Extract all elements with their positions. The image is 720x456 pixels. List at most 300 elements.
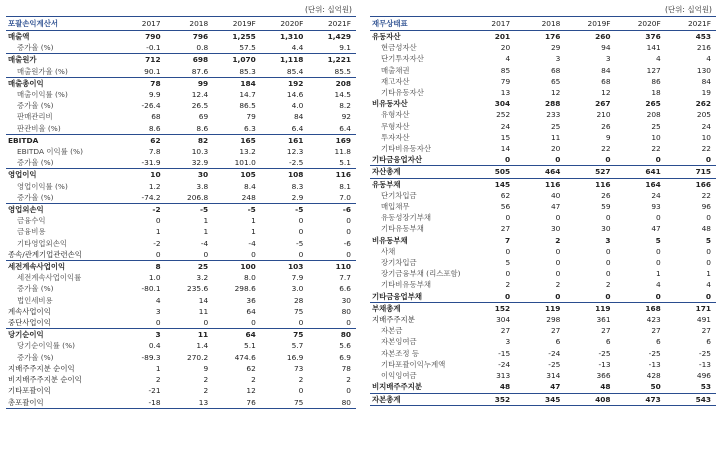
value-cell: 0 [203, 318, 209, 328]
value-cell: -25 [698, 348, 711, 358]
row-label: 자본금 [381, 326, 403, 336]
value-cell: 0 [298, 318, 304, 328]
value-cell: 208 [308, 77, 356, 89]
table-row [370, 223, 716, 234]
table-row [6, 204, 356, 216]
value-cell: 82 [166, 134, 214, 146]
value-cell: 92 [341, 112, 351, 122]
value-cell: 10 [651, 132, 661, 142]
row-label: 기타금융업부채 [372, 291, 422, 301]
value-cell: 0 [706, 213, 711, 223]
value-cell: 86.5 [239, 101, 256, 111]
row-label: 유동자산 [372, 32, 401, 41]
value-cell: 8.6 [196, 123, 209, 133]
value-cell: 9.1 [339, 43, 351, 53]
value-cell: 4 [706, 280, 711, 290]
value-cell: 0 [605, 258, 611, 268]
value-cell: 5.6 [339, 341, 351, 351]
row-label: 증가율 (%) [17, 352, 54, 362]
table-row [6, 272, 356, 283]
value-cell: 6.3 [244, 123, 256, 133]
value-cell: 22 [701, 144, 711, 154]
value-cell: 64 [246, 306, 256, 316]
value-cell: 3.2 [196, 273, 209, 283]
value-cell: 14.5 [334, 90, 351, 100]
row-label: 단기투자자산 [381, 54, 424, 64]
value-cell: 62 [246, 363, 256, 373]
value-cell: 30 [341, 295, 351, 305]
value-cell: 165 [213, 134, 261, 146]
value-cell: 3 [555, 54, 561, 64]
table-row [6, 100, 356, 111]
table-row [370, 314, 716, 325]
value-cell: 1 [203, 227, 209, 237]
table-row [6, 226, 356, 237]
value-cell: 5 [505, 258, 511, 268]
value-cell: -4 [248, 238, 256, 248]
row-label: 기타유동부채 [381, 224, 424, 234]
value-cell: 116 [515, 178, 565, 190]
value-cell: 428 [646, 371, 661, 381]
value-cell: 0.8 [196, 43, 209, 53]
value-cell: 0 [656, 213, 661, 223]
value-cell: 12.3 [286, 147, 304, 157]
value-cell: 5 [705, 235, 711, 245]
value-cell: 13.2 [239, 147, 256, 157]
value-cell: 30 [166, 169, 214, 181]
value-cell: 29 [550, 43, 561, 53]
value-cell: 80 [308, 329, 356, 341]
table-row [370, 132, 716, 143]
value-cell: -5 [166, 204, 214, 216]
value-cell: 12 [601, 88, 611, 98]
value-cell: 0 [555, 291, 561, 301]
table-row [370, 31, 716, 43]
value-cell: 262 [695, 99, 711, 109]
value-cell: 75 [261, 397, 309, 409]
value-cell: 2 [203, 375, 209, 385]
value-cell: 90.1 [144, 66, 161, 76]
value-cell: 0 [298, 249, 304, 259]
value-cell: 75 [261, 329, 309, 341]
value-cell: 30 [601, 224, 611, 234]
row-label: 중단사업이익 [8, 318, 51, 328]
value-cell: -13 [698, 359, 711, 369]
value-cell: 3 [505, 337, 511, 347]
row-label: 현금성자산 [381, 43, 417, 53]
balance-sheet-table [370, 16, 716, 406]
table-row [6, 295, 356, 306]
value-cell: 5.7 [291, 341, 304, 351]
row-label: 기타비유동자산 [381, 144, 431, 154]
value-cell: 8.4 [244, 181, 256, 191]
row-label: 매출원가율 (%) [17, 66, 68, 76]
value-cell: 1 [656, 269, 661, 279]
value-cell: 1 [155, 227, 161, 237]
row-label: 지배주주지분 [372, 315, 415, 325]
value-cell: 0 [605, 269, 611, 279]
value-cell: 7.8 [148, 147, 161, 157]
value-cell: 56 [500, 202, 511, 212]
value-cell: 527 [565, 166, 615, 178]
value-cell: 20 [500, 43, 511, 53]
value-cell: 0 [605, 291, 611, 301]
value-cell: 3 [605, 235, 611, 245]
year-header: 2019F [213, 17, 261, 31]
row-label: 무형자산 [381, 121, 410, 131]
row-label: 기타영업외손익 [17, 238, 67, 248]
value-cell: -6 [308, 204, 356, 216]
value-cell: 108 [261, 169, 309, 181]
value-cell: 0 [505, 269, 511, 279]
value-cell: 1 [251, 216, 256, 226]
value-cell: 4 [656, 280, 661, 290]
value-cell: 641 [616, 166, 666, 178]
value-cell: 48 [499, 382, 511, 392]
value-cell: 2 [505, 280, 511, 290]
table-row [6, 397, 356, 409]
value-cell: 0 [346, 227, 351, 237]
value-cell: 252 [496, 110, 511, 120]
value-cell: 69 [198, 112, 209, 122]
value-cell: 0 [505, 246, 511, 256]
value-cell: -25 [548, 359, 561, 369]
value-cell: 496 [696, 371, 711, 381]
row-label: 판관비율 (%) [17, 123, 61, 133]
value-cell: -74.2 [141, 192, 161, 202]
value-cell: 5.1 [244, 341, 256, 351]
unit-note: (단위: 십억원) [305, 5, 352, 14]
table-row [370, 121, 716, 132]
table-row [6, 215, 356, 226]
value-cell: 1 [203, 216, 209, 226]
value-cell: 1,221 [308, 54, 356, 66]
row-label: 매출원가 [6, 54, 118, 66]
value-cell: 3.8 [196, 181, 209, 191]
value-cell: -2.5 [288, 158, 304, 168]
row-label: 법인세비용 [17, 295, 53, 305]
value-cell: 169 [308, 134, 356, 146]
table-row [6, 157, 356, 169]
value-cell: 24 [701, 121, 711, 131]
value-cell: 206.8 [187, 192, 209, 202]
value-cell: 6 [706, 337, 711, 347]
row-label: 세전계속사업이익률 [17, 273, 82, 283]
table-row [6, 77, 356, 89]
value-cell: 12.4 [191, 90, 209, 100]
value-cell: 6 [656, 337, 661, 347]
value-cell: 9 [605, 132, 611, 142]
row-label: 기타비유동부채 [381, 280, 431, 290]
row-label: 단기차입금 [381, 190, 417, 200]
table-row [6, 317, 356, 329]
value-cell: 68 [151, 112, 161, 122]
value-cell: 260 [595, 32, 611, 41]
value-cell: 50 [650, 382, 661, 392]
table-row [6, 31, 356, 43]
row-label: 영업이익 [6, 169, 118, 181]
value-cell: 0 [705, 155, 711, 165]
value-cell: 0 [155, 216, 161, 226]
value-cell: 298.6 [234, 284, 256, 294]
row-label: 재고자산 [381, 76, 410, 86]
value-cell: 84 [601, 65, 611, 75]
value-cell: 11 [198, 306, 209, 316]
value-cell: 270.2 [187, 352, 209, 362]
value-cell: 27 [601, 326, 611, 336]
table-row [370, 53, 716, 64]
value-cell: 712 [118, 54, 166, 66]
value-cell: 6.6 [339, 284, 351, 294]
value-cell: 24 [500, 121, 511, 131]
balance-sheet-body [370, 31, 716, 406]
value-cell: -2 [153, 238, 161, 248]
table-row [370, 235, 716, 246]
value-cell: -26.4 [141, 101, 161, 111]
value-cell: -6 [343, 238, 351, 248]
value-cell: 0 [298, 386, 304, 396]
value-cell: 0 [203, 249, 209, 259]
year-header: 2018 [515, 17, 565, 31]
value-cell: 6.4 [339, 123, 351, 133]
value-cell: 0 [605, 155, 611, 165]
row-label: 금융비용 [17, 227, 46, 237]
value-cell: 94 [601, 43, 611, 53]
value-cell: 22 [701, 190, 711, 200]
table-row [6, 123, 356, 135]
value-cell: 192 [261, 77, 309, 89]
value-cell: 6.9 [339, 352, 351, 362]
table-row [370, 257, 716, 268]
value-cell: 184 [213, 77, 261, 89]
row-label: 유동부채 [370, 178, 465, 190]
value-cell: 288 [544, 99, 561, 109]
table-row [6, 283, 356, 294]
value-cell: 361 [596, 315, 611, 325]
table-row [6, 352, 356, 363]
value-cell: 0 [251, 249, 256, 259]
value-cell: 176 [544, 32, 561, 41]
value-cell: 2 [251, 375, 256, 385]
row-label: 매출액 [8, 32, 30, 41]
row-label: 이익잉여금 [381, 371, 417, 381]
row-label: 종속/관계기업관련손익 [8, 249, 82, 259]
value-cell: 474.6 [234, 352, 256, 362]
value-cell: 85.3 [239, 66, 256, 76]
value-cell: 22 [601, 144, 611, 154]
value-cell: 130 [696, 65, 711, 75]
year-header: 2017 [118, 17, 166, 31]
value-cell: 0 [505, 291, 511, 301]
value-cell: 27 [500, 224, 511, 234]
table-title: 포괄손익계산서 [6, 17, 118, 31]
value-cell: 1 [155, 363, 161, 373]
value-cell: -18 [118, 397, 166, 409]
row-label: 비유동부채 [372, 235, 408, 245]
value-cell: 14.7 [239, 90, 256, 100]
value-cell: 423 [646, 315, 661, 325]
value-cell: 491 [696, 315, 711, 325]
row-label: 기타금융업자산 [372, 155, 422, 165]
value-cell: 8.2 [339, 101, 351, 111]
year-header: 2017 [465, 17, 515, 31]
value-cell: 141 [646, 43, 661, 53]
value-cell: 0 [655, 155, 661, 165]
table-row [370, 154, 716, 166]
value-cell: 28 [293, 295, 304, 305]
value-cell: 0 [656, 246, 661, 256]
value-cell: 0 [706, 258, 711, 268]
value-cell: 7.7 [339, 273, 351, 283]
value-cell: 0 [706, 246, 711, 256]
value-cell: 0 [346, 318, 351, 328]
table-row [6, 89, 356, 100]
value-cell: 26.5 [191, 101, 209, 111]
row-label: 당기순이익 [6, 329, 118, 341]
value-cell: 26 [601, 121, 611, 131]
table-row [6, 169, 356, 181]
value-cell: 96 [701, 202, 711, 212]
row-label: 판매관리비 [17, 112, 53, 122]
value-cell: 3.0 [291, 284, 304, 294]
value-cell: 2 [155, 375, 161, 385]
table-row [6, 181, 356, 192]
year-header: 2018 [166, 17, 214, 31]
value-cell: 235.6 [187, 284, 209, 294]
value-cell: 20 [550, 144, 561, 154]
value-cell: 0.4 [148, 341, 161, 351]
value-cell: 210 [596, 110, 611, 120]
income-statement-panel [6, 0, 356, 409]
value-cell: 25 [166, 261, 214, 273]
value-cell: 79 [500, 76, 511, 86]
value-cell: 0 [505, 155, 511, 165]
row-label: 증가율 (%) [17, 192, 54, 202]
table-row [6, 374, 356, 385]
value-cell: 47 [550, 202, 561, 212]
value-cell: 5.1 [339, 158, 351, 168]
value-cell: 27 [500, 326, 511, 336]
value-cell: 0 [555, 246, 561, 256]
value-cell: 47 [550, 382, 561, 392]
value-cell: 10 [118, 169, 166, 181]
value-cell: 0 [656, 258, 661, 268]
value-cell: 93 [651, 202, 661, 212]
row-label: 총포괄이익 [6, 397, 118, 409]
value-cell: 7.0 [339, 192, 351, 202]
row-label: 매입채무 [381, 202, 410, 212]
value-cell: 12 [246, 386, 256, 396]
value-cell: 19 [701, 88, 711, 98]
table-row [370, 166, 716, 178]
row-label: 영업외손익 [6, 204, 118, 216]
value-cell: 2 [605, 280, 611, 290]
value-cell: 14 [198, 295, 209, 305]
value-cell: 85.5 [334, 66, 351, 76]
value-cell: 313 [496, 371, 511, 381]
table-row [6, 329, 356, 341]
row-label: 증가율 (%) [17, 101, 54, 111]
value-cell: 205 [696, 110, 711, 120]
value-cell: 85.4 [286, 66, 304, 76]
row-label: 유형자산 [381, 110, 410, 120]
value-cell: 1,310 [279, 32, 304, 41]
value-cell: 453 [695, 32, 711, 41]
table-row [6, 385, 356, 396]
value-cell: -21 [148, 386, 161, 396]
value-cell: 796 [192, 32, 209, 41]
value-cell: 0 [505, 213, 511, 223]
value-cell: 13 [166, 397, 214, 409]
row-label: 계속사업이익 [8, 306, 51, 316]
value-cell: 18 [651, 88, 661, 98]
value-cell: -13 [648, 359, 661, 369]
table-row [370, 42, 716, 53]
value-cell: 68 [601, 76, 611, 86]
value-cell: 1,429 [327, 32, 351, 41]
row-label: 장기금융부채 (리스포함) [381, 269, 461, 279]
value-cell: 0 [155, 249, 161, 259]
value-cell: 505 [465, 166, 515, 178]
value-cell: 0 [346, 386, 351, 396]
table-row [6, 146, 356, 157]
value-cell: 0 [251, 318, 256, 328]
income-statement-table [6, 16, 356, 409]
value-cell: 24 [651, 190, 661, 200]
value-cell: -31.9 [141, 158, 161, 168]
value-cell: 62 [500, 190, 511, 200]
value-cell: 8.1 [339, 181, 351, 191]
table-title: 재무상태표 [370, 17, 465, 31]
value-cell: 168 [616, 302, 666, 314]
value-cell: 26 [601, 190, 611, 200]
table-row [370, 302, 716, 314]
value-cell: 25 [651, 121, 661, 131]
value-cell: -5 [261, 204, 309, 216]
table-row [6, 363, 356, 374]
value-cell: 8.3 [291, 181, 304, 191]
value-cell: 87.6 [191, 66, 209, 76]
value-cell: 68 [550, 65, 561, 75]
table-row [370, 212, 716, 223]
value-cell: 345 [515, 393, 565, 405]
value-cell: 73 [293, 363, 304, 373]
value-cell: 101.0 [234, 158, 256, 168]
value-cell: 105 [213, 169, 261, 181]
value-cell: 3 [155, 306, 161, 316]
value-cell: -25 [648, 348, 661, 358]
value-cell: 0 [555, 155, 561, 165]
row-label: 자본잉여금 [381, 337, 417, 347]
value-cell: 145 [465, 178, 515, 190]
value-cell: 1 [706, 269, 711, 279]
value-cell: 9 [203, 363, 209, 373]
value-cell: 2 [555, 280, 561, 290]
income-statement-body [6, 31, 356, 409]
table-row [370, 246, 716, 257]
value-cell: 4.0 [291, 101, 304, 111]
row-label: 금융수익 [17, 216, 46, 226]
value-cell: 84 [701, 76, 711, 86]
value-cell: 233 [546, 110, 561, 120]
value-cell: 3 [605, 54, 611, 64]
row-label: 증가율 (%) [17, 158, 54, 168]
value-cell: 0 [605, 213, 611, 223]
value-cell: 698 [166, 54, 214, 66]
year-header: 2020F [261, 17, 309, 31]
value-cell: 16.9 [286, 352, 304, 362]
value-cell: 314 [546, 371, 561, 381]
